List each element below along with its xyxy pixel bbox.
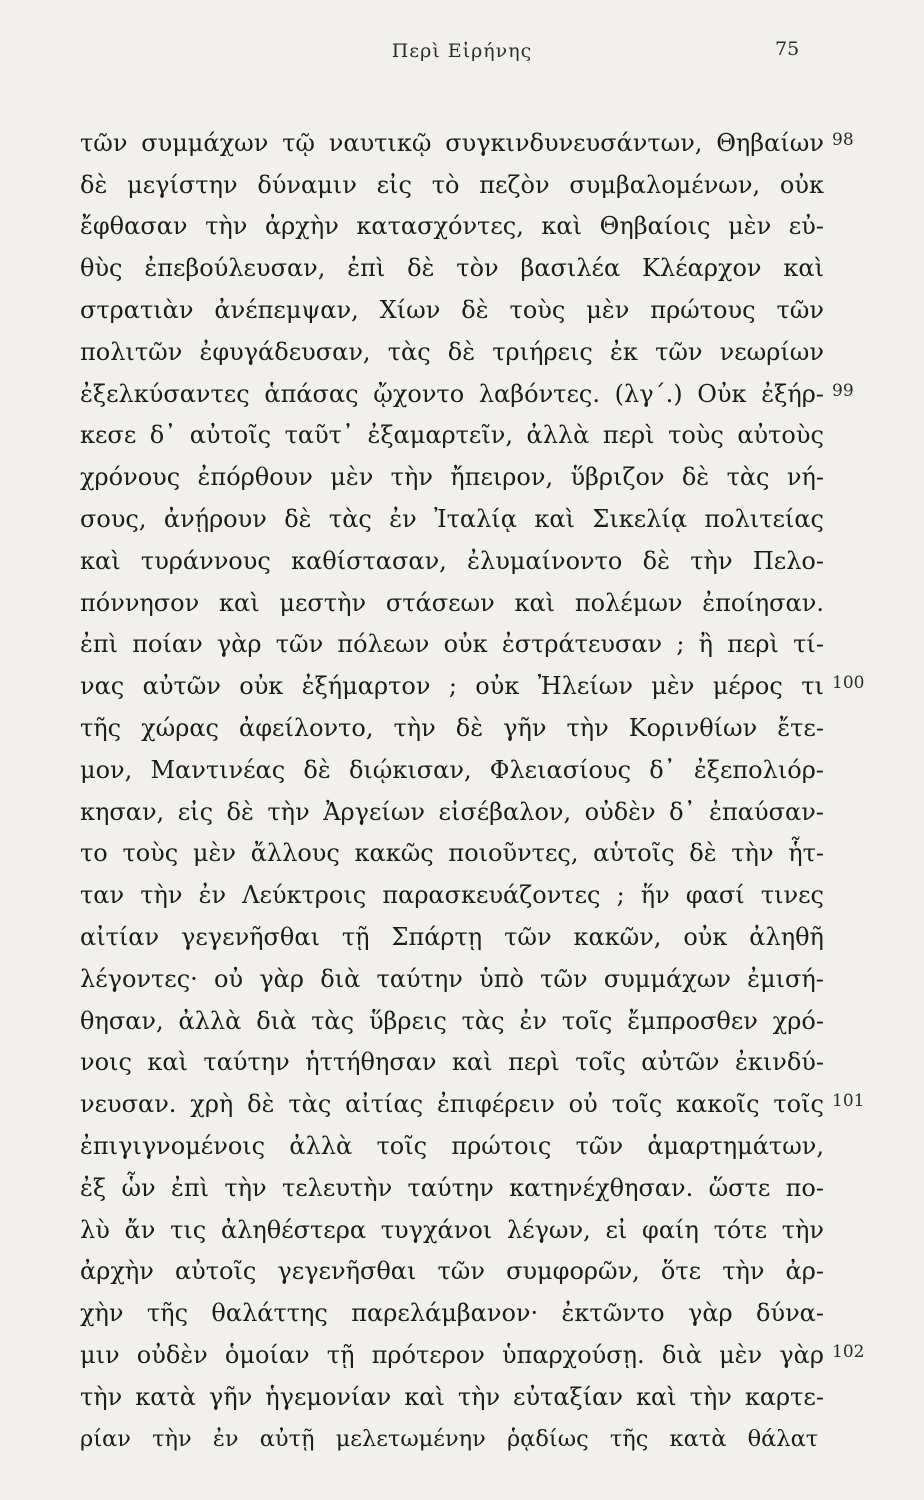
text-line: σους, ἀνῄρουν δὲ τὰς ἐν Ἰταλίᾳ καὶ Σικελίᾳ πολιτείας — [80, 505, 824, 534]
text-line: κησαν, εἰς δὲ τὴν Ἀργείων εἰσέβαλον, οὐδὲν δ᾽ ἐπαύσαν- — [80, 797, 824, 826]
text-line: ἐξ ὧν ἐπὶ τὴν τελευτὴν ταύτην κατηνέχθησαν. ὥστε πο- — [80, 1173, 824, 1202]
text-line: ταν τὴν ἐν Λεύκτροις παρασκευάζοντες ; ἥν φασί τινες — [80, 881, 824, 910]
running-header: Περὶ Εἰρήνης — [391, 40, 533, 62]
text-line: δὲ μεγίστην δύναμιν εἰς τὸ πεζὸν συμβαλομένων, οὐκ — [80, 170, 824, 199]
text-line: ἔφθασαν τὴν ἀρχὴν κατασχόντες, καὶ Θηβαίοις μὲν εὐ- — [80, 212, 824, 241]
section-number: 102 — [832, 1342, 865, 1363]
text-line: μον, Μαντινέας δὲ διῴκισαν, Φλειασίους δ᾽ ἐξεπολιόρ- — [80, 755, 824, 784]
text-line: νευσαν. χρὴ δὲ τὰς αἰτίας ἐπιφέρειν οὐ τοῖς κακοῖς τοῖς — [80, 1090, 824, 1119]
text-line: αἰτίαν γεγενῆσθαι τῇ Σπάρτῃ τῶν κακῶν, οὐκ ἀληθῆ — [80, 923, 824, 952]
section-number: 100 — [832, 673, 865, 694]
text-line: τῶν συμμάχων τῷ ναυτικῷ συγκινδυνευσάντων, Θηβαίων — [80, 128, 824, 157]
body-text — [80, 122, 824, 1460]
text-line: ἀρχὴν αὐτοῖς γεγενῆσθαι τῶν συμφορῶν, ὅτε τὴν ἀρ- — [80, 1257, 824, 1286]
section-number: 101 — [832, 1091, 865, 1112]
text-line: μιν οὐδὲν ὁμοίαν τῇ πρότερον ὑπαρχούσῃ. διὰ μὲν γὰρ — [80, 1341, 824, 1369]
section-number: 99 — [832, 380, 854, 401]
text-line: ἐξελκύσαντες ἁπάσας ᾤχοντο λαβόντες. (λγ΄.) Οὐκ ἐξήρ- — [80, 379, 824, 408]
text-line: χρόνους ἐπόρθουν μὲν τὴν ἤπειρον, ὕβριζον δὲ τὰς νή- — [80, 463, 824, 492]
text-line: τῆς χώρας ἀφείλοντο, τὴν δὲ γῆν τὴν Κορινθίων ἔτε- — [80, 714, 824, 743]
text-line: νοις καὶ ταύτην ἡττήθησαν καὶ περὶ τοῖς αὐτῶν ἐκινδύ- — [80, 1048, 824, 1077]
text-line: πολιτῶν ἐφυγάδευσαν, τὰς δὲ τριήρεις ἐκ τῶν νεωρίων — [80, 337, 824, 366]
text-line: κεσε δ᾽ αὐτοῖς ταῦτ᾽ ἐξαμαρτεῖν, ἀλλὰ περὶ τοὺς αὐτοὺς — [80, 421, 824, 450]
text-line: καὶ τυράννους καθίστασαν, ἐλυμαίνοντο δὲ τὴν Πελο- — [80, 546, 824, 575]
text-line: ρίαν τὴν ἐν αὐτῇ μελετωμένην ῥᾳδίως τῆς κατὰ θάλατ — [80, 1425, 819, 1452]
text-line: ἐπιγιγνομένοις ἀλλὰ τοῖς πρώτοις τῶν ἁμαρτημάτων, — [80, 1132, 824, 1161]
text-line: πόννησον καὶ μεστὴν στάσεων καὶ πολέμων ἐποίησαν. — [80, 588, 824, 617]
text-line: θὺς ἐπεβούλευσαν, ἐπὶ δὲ τὸν βασιλέα Κλέαρχον καὶ — [80, 254, 824, 283]
text-line: τὴν κατὰ γῆν ἡγεμονίαν καὶ τὴν εὐταξίαν καὶ τὴν καρτε- — [80, 1382, 824, 1411]
text-line: λέγοντες· οὐ γὰρ διὰ ταύτην ὑπὸ τῶν συμμάχων ἐμισή- — [80, 964, 824, 993]
page-number: 75 — [775, 38, 800, 60]
text-line: θησαν, ἀλλὰ διὰ τὰς ὕβρεις τὰς ἐν τοῖς ἔμπροσθεν χρό- — [80, 1006, 824, 1035]
text-line: λὺ ἄν τις ἀληθέστερα τυγχάνοι λέγων, εἰ φαίη τότε τὴν — [80, 1215, 824, 1244]
text-line: νας αὐτῶν οὐκ ἐξήμαρτον ; οὐκ Ἠλείων μὲν μέρος τι — [80, 672, 824, 701]
section-number: 98 — [832, 130, 854, 150]
text-line: στρατιὰν ἀνέπεμψαν, Χίων δὲ τοὺς μὲν πρώτους τῶν — [80, 296, 824, 325]
text-line: χὴν τῆς θαλάττης παρελάμβανον· ἐκτῶντο γὰρ δύνα- — [80, 1299, 824, 1328]
text-line: το τοὺς μὲν ἄλλους κακῶς ποιοῦντες, αὑτοῖς δὲ τὴν ἧτ- — [80, 839, 824, 868]
text-line: ἐπὶ ποίαν γὰρ τῶν πόλεων οὐκ ἐστράτευσαν ; ἢ περὶ τί- — [80, 630, 824, 659]
